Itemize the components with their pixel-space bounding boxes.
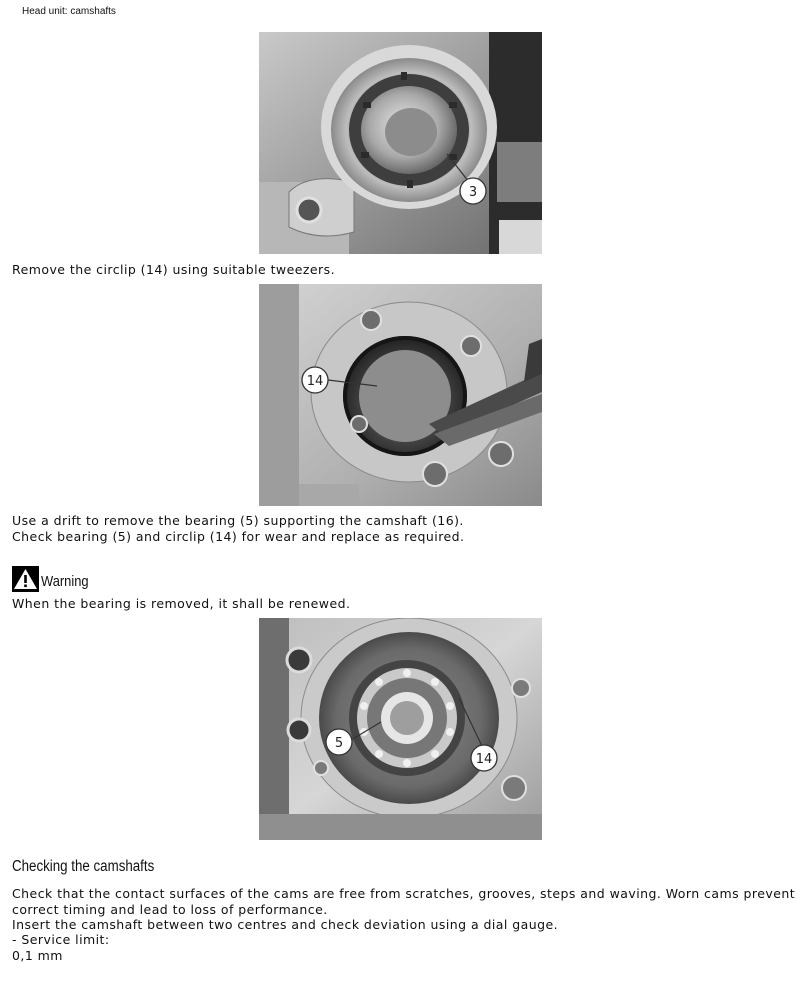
warning-label: Warning: [41, 573, 89, 590]
page-header: Head unit: camshafts: [22, 6, 116, 17]
checking-service-limit-value: 0,1 mm: [12, 948, 63, 963]
checking-service-limit-label: - Service limit:: [12, 932, 110, 947]
callout-14: 14: [306, 374, 324, 389]
checking-line2: correct timing and lead to loss of performance.: [12, 902, 328, 917]
callout-3: 3: [468, 185, 478, 200]
figure-circlip-photo: [259, 284, 542, 506]
step-drift-line1: Use a drift to remove the bearing (5) supporting the camshaft (16).: [12, 513, 464, 528]
warning-text: When the bearing is removed, it shall be renewed.: [12, 596, 351, 611]
callout-14-bearing: 14: [475, 752, 493, 767]
checking-line1: Check that the contact surfaces of the cams are free from scratches, grooves, steps and waving. Worn cams prevent: [12, 886, 796, 901]
step-remove-circlip: Remove the circlip (14) using suitable tweezers.: [12, 262, 336, 277]
figure-oil-seal-photo: [259, 32, 542, 254]
warning-icon: [12, 566, 39, 592]
figure-bearing-photo: [259, 618, 542, 840]
step-drift-line2: Check bearing (5) and circlip (14) for wear and replace as required.: [12, 529, 465, 544]
warning-heading: [12, 566, 96, 592]
checking-line3: Insert the camshaft between two centres and check deviation using a dial gauge.: [12, 917, 559, 932]
section-title-checking-camshafts: Checking the camshafts: [12, 858, 155, 875]
callout-5: 5: [334, 736, 344, 751]
